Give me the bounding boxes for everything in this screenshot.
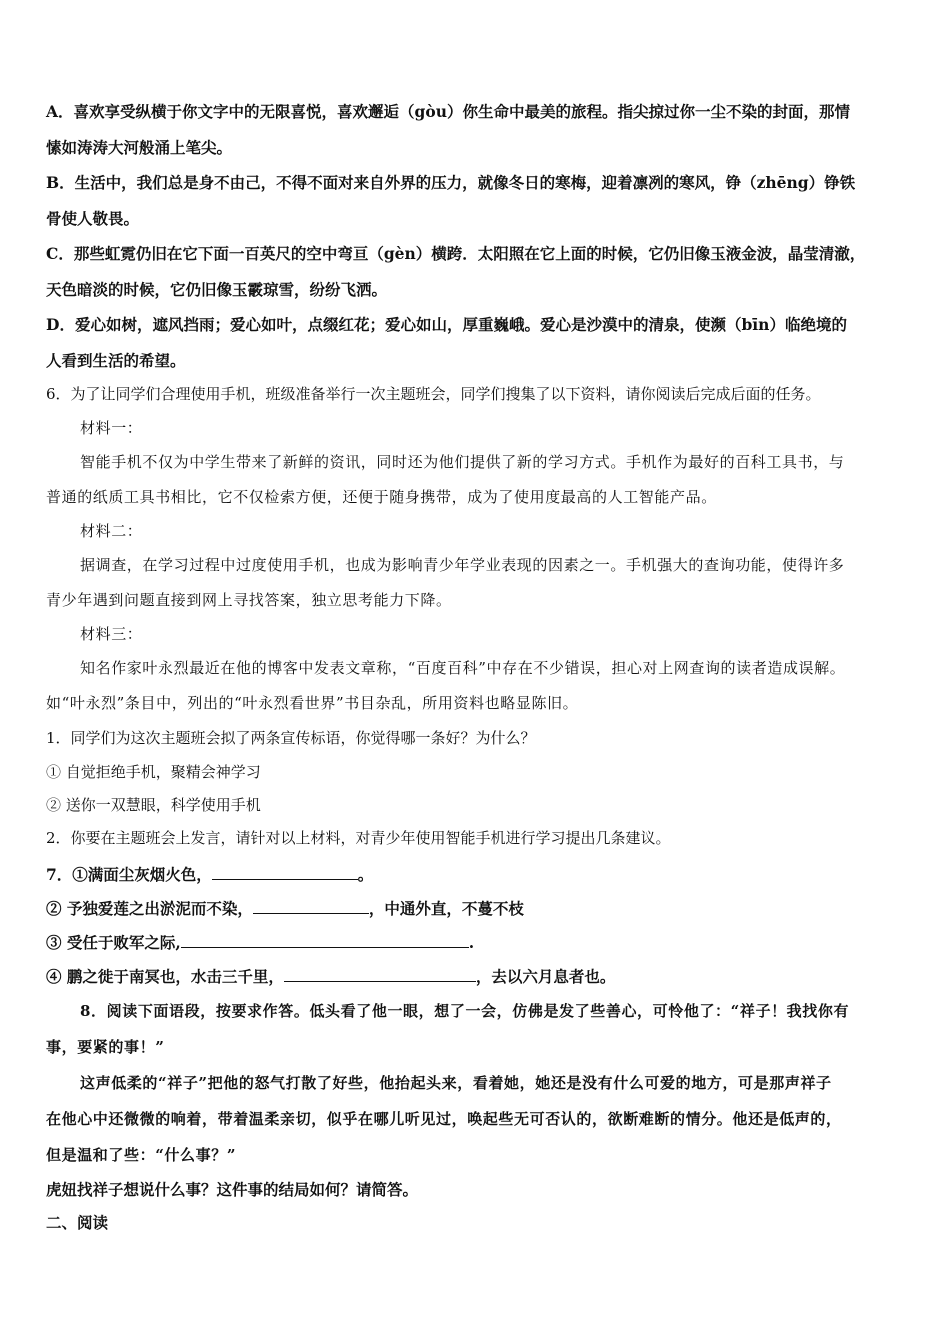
q7-line-2-end: ，中通外直，不蔓不枝 [368,899,524,918]
q5-option-d-line2: 人看到生活的希望。 [46,351,186,370]
q7-line-2-prompt: ② 予独爱莲之出淤泥而不染， [46,899,253,918]
q6-task-1: 1．同学们为这次主题班会拟了两条宣传标语，你觉得哪一条好？为什么？ [46,729,536,747]
q5-option-c-line1: C．那些虹霓仍旧在它下面一百英尺的空中弯亘（gèn）横跨．太阳照在它上面的时候，它仍旧像玉液金波，晶莹清澈， [46,244,866,263]
material-2-line2: 青少年遇到问题直接到网上寻找答案，独立思考能力下降。 [46,591,452,609]
material-1-line2: 普通的纸质工具书相比，它不仅检索方便，还便于随身携带，成为了使用度最高的人工智能产品。 [46,488,717,506]
q7-line-3-end: . [468,933,475,952]
q6-slogan-option-2: ② 送你一双慧眼，科学使用手机 [46,796,261,814]
q5-option-d-line1: D．爱心如树，遮风挡雨；爱心如叶，点缀红花；爱心如山，厚重巍峨。爱心是沙漠中的清泉，使濒（bīn）临绝境的 [46,315,847,334]
q7-line-1-end: 。 [357,865,374,884]
q7-line-4 [46,966,615,987]
q8-line-2: 事，要紧的事！” [46,1038,165,1056]
material-3-line2: 如“叶永烈”条目中，列出的“叶永烈看世界”书目杂乱，所用资料也略显陈旧。 [46,694,579,712]
q7-blank-1[interactable] [212,864,358,880]
q7-blank-3[interactable] [181,932,469,948]
material-2-title: 材料二： [80,522,143,540]
q7-line-1-prompt: 7．①满面尘灰烟火色， [46,865,212,884]
material-3-line1: 知名作家叶永烈最近在他的博客中发表文章称，“百度百科”中存在不少错误，担心对上网查询的读者造成误解。 [80,659,846,677]
material-1-line1: 智能手机不仅为中学生带来了新鲜的资讯，同时还为他们提供了新的学习方式。手机作为最好的百科工具书，与 [80,453,845,471]
q6-intro: 6．为了让同学们合理使用手机，班级准备举行一次主题班会，同学们搜集了以下资料，请你阅读后完成后面的任务。 [46,385,821,403]
q5-option-a-line2: 愫如涛涛大河般涌上笔尖。 [46,138,233,157]
q8-line-1: 8．阅读下面语段，按要求作答。低头看了他一眼，想了一会，仿佛是发了些善心，可怜他了：“祥子！我找你有 [80,1002,850,1020]
q7-blank-4[interactable] [284,966,476,982]
q7-line-3-prompt: ③ 受任于败军之际, [46,933,181,952]
material-1-title: 材料一： [80,419,143,437]
q7-line-2 [46,898,524,919]
q7-line-3 [46,932,474,953]
q7-line-1 [46,864,373,885]
q7-line-4-prompt: ④ 鹏之徙于南冥也，水击三千里， [46,967,284,986]
q8-line-5: 但是温和了些：“什么事？” [46,1146,237,1164]
q8-line-4: 在他心中还微微的响着，带着温柔亲切，似乎在哪儿听见过，唤起些无可否认的，欲断难断的情分。他还是低声的， [46,1110,842,1128]
q8-line-3: 这声低柔的“祥子”把他的怒气打散了好些，他抬起头来，看着她，她还是没有什么可爱的地方，可是那声祥子 [80,1074,832,1092]
q7-line-4-end: ，去以六月息者也。 [475,967,616,986]
q8-question: 虎妞找祥子想说什么事？这件事的结局如何？请简答。 [46,1180,419,1199]
q5-option-b-line2: 骨使人敬畏。 [46,209,140,228]
section-heading: 二、阅读 [46,1213,109,1232]
q5-option-c-line2: 天色暗淡的时候，它仍旧像玉霰琼雪，纷纷飞洒。 [46,280,388,299]
material-3-title: 材料三： [80,625,143,643]
q6-task-2: 2．你要在主题班会上发言，请针对以上材料，对青少年使用智能手机进行学习提出几条建议。 [46,829,671,847]
material-2-line1: 据调查，在学习过程中过度使用手机，也成为影响青少年学业表现的因素之一。手机强大的查询功能，使得许多 [80,556,845,574]
q5-option-b-line1: B．生活中，我们总是身不由己，不得不面对来自外界的压力，就像冬日的寒梅，迎着凛冽的寒风，铮（zhēng）铮铁 [46,173,856,192]
q5-option-a-line1: A．喜欢享受纵横于你文字中的无限喜悦，喜欢邂逅（gòu）你生命中最美的旅程。指尖掠过你一尘不染的封面，那情 [46,102,850,121]
q7-blank-2[interactable] [253,898,369,914]
q6-slogan-option-1: ① 自觉拒绝手机，聚精会神学习 [46,763,261,781]
